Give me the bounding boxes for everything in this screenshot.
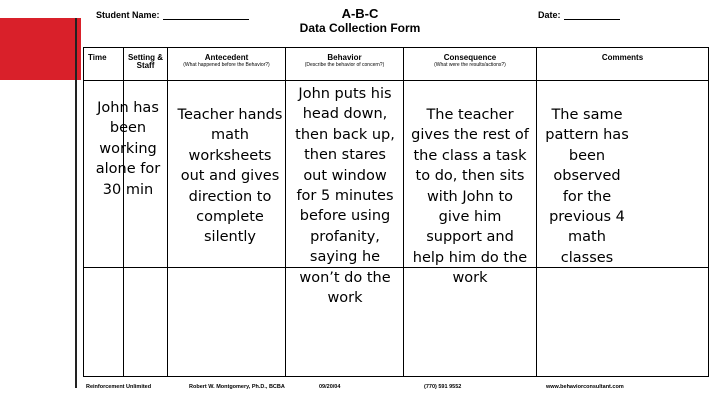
date-blank bbox=[564, 19, 620, 20]
footer-org: Reinforcement Unlimited bbox=[86, 384, 152, 390]
col-consequence: Consequence (What were the results/actions?) bbox=[404, 48, 537, 81]
col-antecedent: Antecedent (What happened before the Behavior?) bbox=[168, 48, 286, 81]
footer-phone: (770) 591 9552 bbox=[424, 384, 462, 390]
footer-website: www.behaviorconsultant.com bbox=[546, 384, 624, 390]
col-behavior: Behavior (Describe the behavior of concern?) bbox=[286, 48, 404, 81]
behavior-entry: John puts his head down, then back up, then stares out window for 5 minutes before using profanity, saying he won’t do the work bbox=[295, 86, 395, 307]
header-row bbox=[84, 48, 709, 81]
antecedent-entry: Teacher hands math worksheets out and gives direction to complete silently bbox=[177, 107, 283, 246]
date-label: Date: bbox=[538, 10, 561, 20]
col-comments: Comments bbox=[537, 48, 709, 81]
form-subtitle: Data Collection Form bbox=[299, 21, 421, 35]
form-title: A-B-C bbox=[341, 6, 379, 21]
date-field bbox=[538, 10, 620, 20]
side-rule bbox=[75, 18, 77, 388]
col-time: Time bbox=[84, 48, 124, 81]
footer-author: Robert W. Montgomery, Ph.D., BCBA bbox=[189, 384, 285, 390]
time-entry: John has been working alone for 30 min bbox=[95, 100, 161, 198]
footer-date: 09/20/04 bbox=[319, 384, 341, 390]
student-name-label: Student Name: bbox=[96, 10, 160, 20]
consequence-entry: The teacher gives the rest of the class a task to do, then sits with John to give him support and help him do the work bbox=[411, 107, 529, 287]
col-setting: Setting & Staff bbox=[124, 48, 168, 81]
comments-entry: The same pattern has been observed for the previous 4 math classes bbox=[545, 107, 629, 266]
